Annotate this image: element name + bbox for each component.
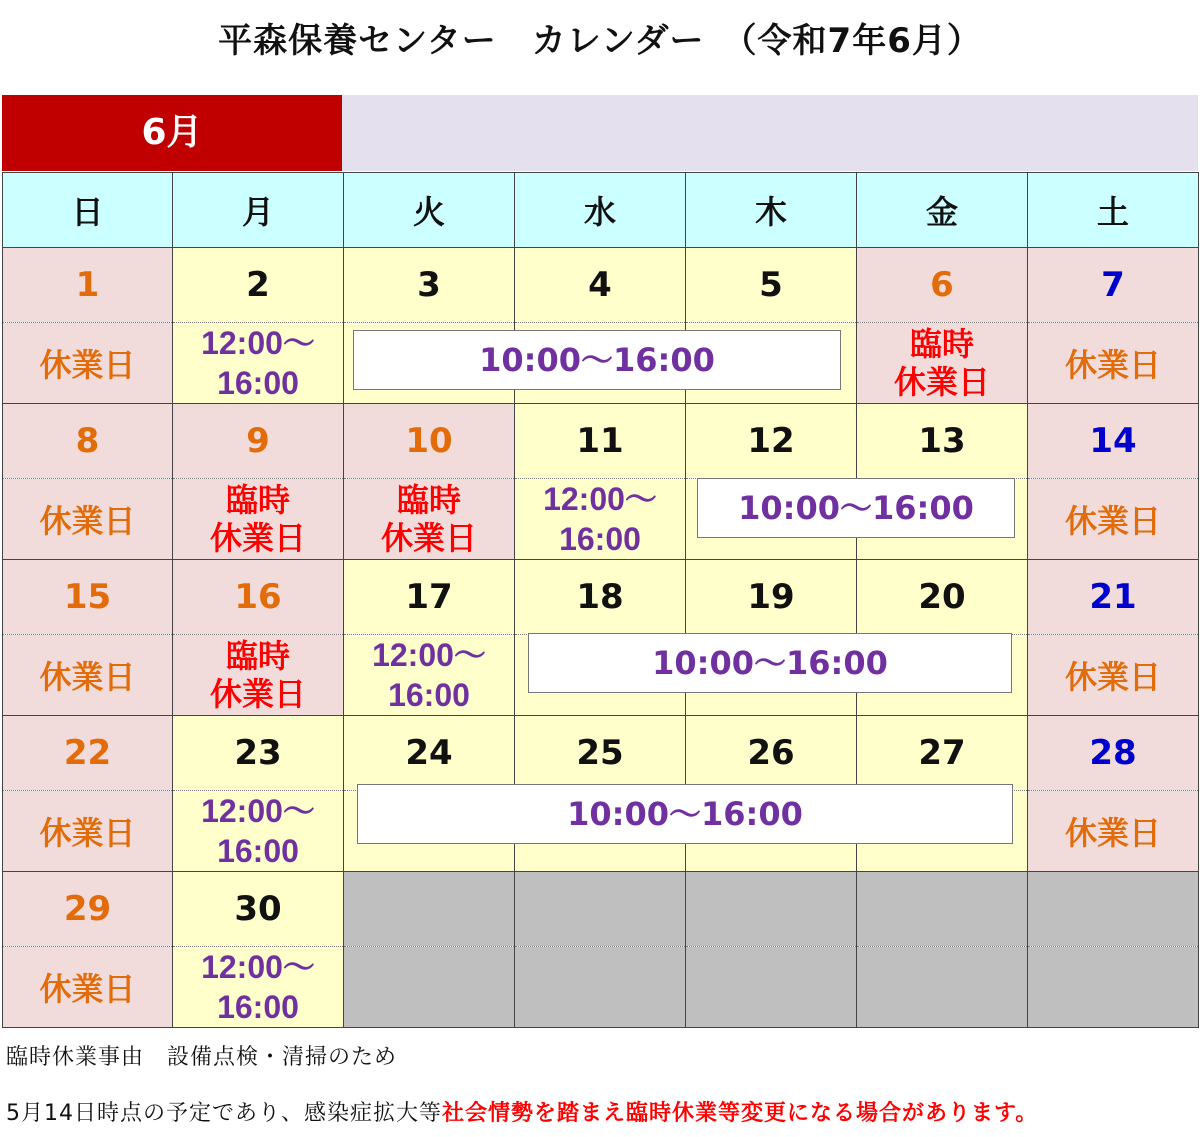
short-hours-end: 16:00 <box>217 365 299 401</box>
empty-cell <box>1028 872 1199 947</box>
temp-closed-line1: 臨時 <box>225 637 290 675</box>
empty-cell <box>1028 947 1199 1028</box>
weekday-mon: 月 <box>173 173 344 248</box>
short-hours <box>173 947 344 1028</box>
closure-reason-note: 臨時休業事由 設備点検・清掃のため <box>6 1045 398 1070</box>
weekday-wed: 水 <box>515 173 686 248</box>
weekday-thu: 木 <box>686 173 857 248</box>
short-hours-start: 12:00～ <box>201 793 315 829</box>
date-cell: 24 <box>344 716 515 791</box>
closed-label: 休業日 <box>3 791 173 872</box>
disclaimer-red: 社会情勢を踏まえ臨時休業等変更になる場合があります。 <box>442 1101 1039 1126</box>
temp-closed-line2: 休業日 <box>209 519 306 557</box>
month-label: 6月 <box>2 95 342 171</box>
weekday-header-row <box>3 173 1199 248</box>
week-5-dates <box>3 872 1199 947</box>
temp-closed <box>857 323 1028 404</box>
temp-closed-line2: 休業日 <box>380 519 477 557</box>
date-cell: 23 <box>173 716 344 791</box>
calendar-table <box>2 172 1199 1028</box>
empty-cell <box>515 947 686 1028</box>
closed-label: 休業日 <box>3 479 173 560</box>
short-hours <box>344 635 515 716</box>
date-cell: 18 <box>515 560 686 635</box>
weekday-fri: 金 <box>857 173 1028 248</box>
short-hours-end: 16:00 <box>388 677 470 713</box>
date-cell: 12 <box>686 404 857 479</box>
empty-cell <box>857 872 1028 947</box>
closed-label: 休業日 <box>1028 479 1199 560</box>
temp-closed-line2: 休業日 <box>893 363 990 401</box>
date-cell: 11 <box>515 404 686 479</box>
weekday-sun: 日 <box>3 173 173 248</box>
empty-cell <box>344 872 515 947</box>
weekday-sat: 土 <box>1028 173 1199 248</box>
regular-hours-week-2: 10:00～16:00 <box>697 478 1015 538</box>
date-cell: 22 <box>3 716 173 791</box>
date-cell: 10 <box>344 404 515 479</box>
disclaimer-note <box>6 1096 1038 1127</box>
date-cell: 28 <box>1028 716 1199 791</box>
regular-hours-week-1: 10:00～16:00 <box>353 330 841 390</box>
closed-label: 休業日 <box>1028 791 1199 872</box>
week-4-dates <box>3 716 1199 791</box>
date-cell: 26 <box>686 716 857 791</box>
date-cell: 2 <box>173 248 344 323</box>
date-cell: 5 <box>686 248 857 323</box>
date-cell: 14 <box>1028 404 1199 479</box>
closed-label: 休業日 <box>3 635 173 716</box>
short-hours-end: 16:00 <box>217 833 299 869</box>
short-hours-start: 12:00～ <box>543 481 657 517</box>
short-hours <box>515 479 686 560</box>
short-hours <box>173 791 344 872</box>
date-cell: 3 <box>344 248 515 323</box>
date-cell: 7 <box>1028 248 1199 323</box>
weekday-tue: 火 <box>344 173 515 248</box>
page-title: 平森保養センター カレンダー （令和7年6月） <box>218 21 982 61</box>
empty-cell <box>344 947 515 1028</box>
closed-label: 休業日 <box>3 323 173 404</box>
date-cell: 21 <box>1028 560 1199 635</box>
closed-label: 休業日 <box>1028 323 1199 404</box>
closed-label: 休業日 <box>1028 635 1199 716</box>
regular-hours-week-4: 10:00～16:00 <box>357 784 1013 844</box>
temp-closed <box>344 479 515 560</box>
date-cell: 29 <box>3 872 173 947</box>
short-hours <box>173 323 344 404</box>
short-hours-end: 16:00 <box>559 521 641 557</box>
date-cell: 8 <box>3 404 173 479</box>
date-cell: 30 <box>173 872 344 947</box>
date-cell: 6 <box>857 248 1028 323</box>
closed-label: 休業日 <box>3 947 173 1028</box>
temp-closed-line1: 臨時 <box>909 325 974 363</box>
date-cell: 17 <box>344 560 515 635</box>
week-5-status <box>3 947 1199 1028</box>
temp-closed <box>173 635 344 716</box>
regular-hours-week-3: 10:00～16:00 <box>528 633 1012 693</box>
temp-closed-line2: 休業日 <box>209 675 306 713</box>
short-hours-start: 12:00～ <box>201 949 315 985</box>
date-cell: 9 <box>173 404 344 479</box>
empty-cell <box>686 947 857 1028</box>
empty-cell <box>515 872 686 947</box>
date-cell: 15 <box>3 560 173 635</box>
date-cell: 27 <box>857 716 1028 791</box>
date-cell: 25 <box>515 716 686 791</box>
date-cell: 20 <box>857 560 1028 635</box>
date-cell: 13 <box>857 404 1028 479</box>
date-cell: 16 <box>173 560 344 635</box>
disclaimer-black: 5月14日時点の予定であり、感染症拡大等 <box>6 1101 442 1126</box>
temp-closed <box>173 479 344 560</box>
empty-cell <box>857 947 1028 1028</box>
week-1-dates <box>3 248 1199 323</box>
date-cell: 4 <box>515 248 686 323</box>
date-cell: 1 <box>3 248 173 323</box>
short-hours-start: 12:00～ <box>372 637 486 673</box>
week-3-dates <box>3 560 1199 635</box>
week-2-dates <box>3 404 1199 479</box>
temp-closed-line1: 臨時 <box>225 481 290 519</box>
empty-cell <box>686 872 857 947</box>
short-hours-end: 16:00 <box>217 989 299 1025</box>
temp-closed-line1: 臨時 <box>396 481 461 519</box>
short-hours-start: 12:00～ <box>201 325 315 361</box>
week-2-status <box>3 479 1199 560</box>
date-cell: 19 <box>686 560 857 635</box>
